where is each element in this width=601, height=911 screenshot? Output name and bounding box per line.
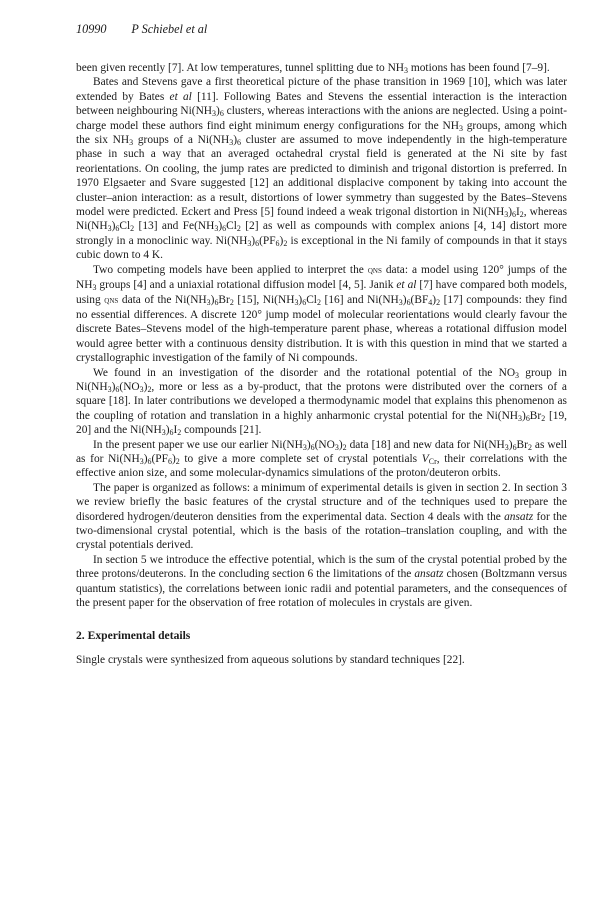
running-header [76, 22, 207, 38]
paragraph: We found in an investigation of the disorder and the rotational potential of the $NO_3$ group in $Ni(NH_3)_6(NO_3)_2$, more or less as a by-product, that the protons were distributed over the corners of a square [18]. In later contributions we developed a thermodynamic model that explains this phenomenon as the coupling of rotation and translation in a highly anharmonic crystal potential for the $Ni(NH_3)_6Br_2$ [19, 20] and the $Ni(NH_3)_6I_2$ compounds [21]. [76, 366, 567, 438]
page-number: 10990 [76, 22, 107, 36]
paragraph: Two competing models have been applied to interpret the qns data: a model using 120° jumps of the $NH_3$ groups [4] and a uniaxial rotational diffusion model [4, 5]. Janik et al [7] have compared both models, using qns data of the $Ni(NH_3)_6Br_2$ [15], $Ni(NH_3)_6Cl_2$ [16] and $Ni(NH_3)_6(BF_4)_2$ [17] compounds: they find no essential differences. A discrete 120° jump model of molecular reorientations would clearly favour the discrete Bates–Stevens model of the high-temperature parent phase, whereas a rotational diffusion model would agree better with a continuous density distribution. It is with this question in mind that we started a crystallographic investigation of the family of Ni compounds. [76, 263, 568, 365]
paragraph: Bates and Stevens gave a first theoretical picture of the phase transition in 1969 [10], which was later extended by Bates et al [11]. Following Bates and Stevens the essential interaction is the interaction between neighbouring $Ni(NH_3)_6$ clusters, whereas interactions with the anions are neglected. Using a point-charge model these authors find eight minimum energy configurations for the $NH_3$ groups, among which the six $NH_3$ groups of a $Ni(NH_3)_6$ cluster are assumed to move independently in the high-temperature phase in such a way that an averaged octahedral crystal field is generated at the Ni site by fast reorientations. On cooling, the jump rates are predicted to diminish and trigonal distortion is preferred. In 1970 Elgsaeter and Svare suggested [12] an additional displacive component by taking into account the cluster–anion interaction: as a result, distortions of lower symmetry than suggested by the Bates–Stevens model were predicted. Eckert and Press [5] found indeed a weak trigonal distortion in $Ni(NH_3)_6I_2$, whereas $Ni(NH_3)_6Cl_2$ [13] and $Fe(NH_3)_6Cl_2$ [2] as well as compounds with complex anions [4, 14] distort more strongly in a monoclinic way. $Ni(NH_3)_6(PF_6)_2$ is exceptional in the Ni family of compounds in that it stays cubic down to 4 K. [76, 76, 568, 262]
paragraph: In section 5 we introduce the effective potential, which is the sum of the crystal potential probed by the three protons/deuterons. In the concluding section 6 the limitations of the ansatz chosen (Boltzmann versus quantum statistics), the correlations between ionic radii and potential parameters, and the consequences of the present paper for the observation of free rotation of molecules in crystals are given. [76, 553, 567, 610]
paragraph: The paper is organized as follows: a minimum of experimental details is given in section 2. In section 3 we review briefly the basic features of the crystal structure and of the techniques used to prepare the disordered hydrogen/deuteron densities from the experimental data. Section 4 deals with the ansatz for the two-dimensional crystal potential, which is the basis of the rotation–translation coupling, and with the crystal potentials derived. [76, 481, 567, 552]
running-title: P Schiebel et al [131, 22, 208, 36]
section-heading: 2. Experimental details [76, 629, 191, 643]
paragraph: In the present paper we use our earlier $Ni(NH_3)_6(NO_3)_2$ data [18] and new data for $Ni(NH_3)_6Br_2$ as well as for $Ni(NH_3)_6(PF_6)_2$ to give a more complete set of crystal potentials $V_{Cr}$, their correlations with the effective anion size, and some molecular-dynamics simulations of the proton/deuteron orbits. [76, 438, 568, 480]
article-body [76, 61, 567, 667]
paragraph: Single crystals were synthesized from aqueous solutions by standard techniques [22]. [76, 653, 465, 666]
paragraph: been given recently [7]. At low temperatures, tunnel splitting due to $NH_3$ motions has been found [7–9]. [76, 62, 550, 75]
